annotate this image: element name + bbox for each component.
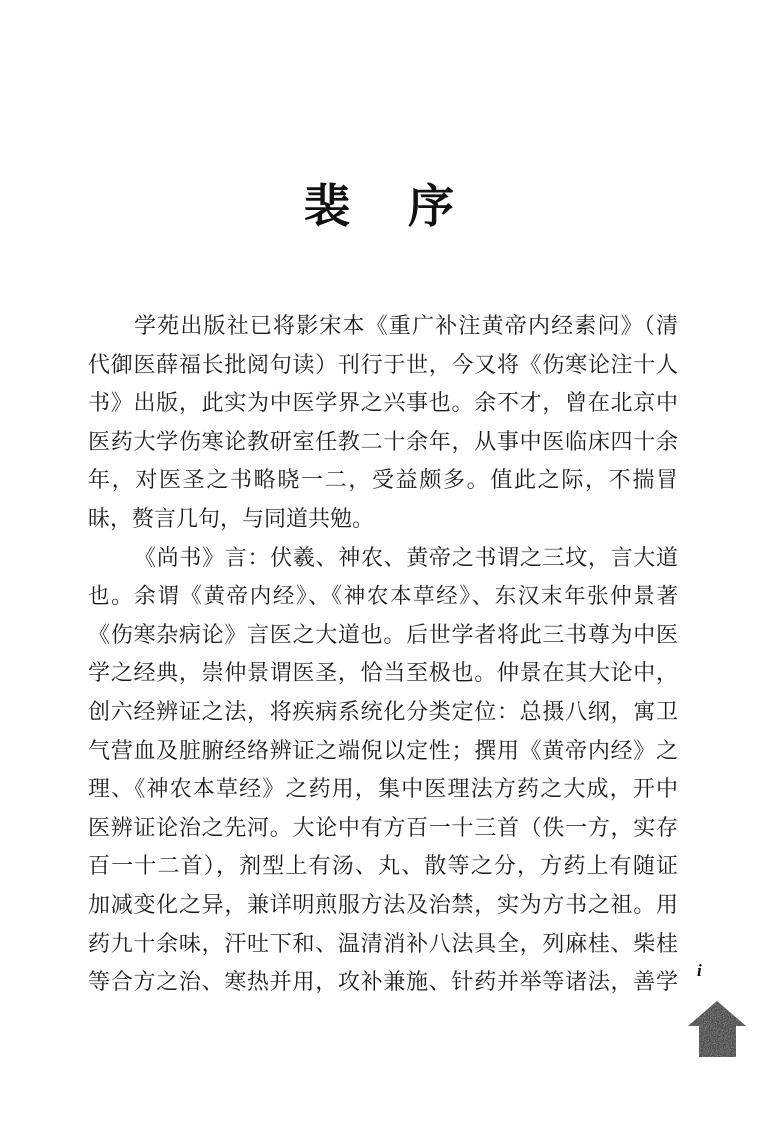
text-line: 等合方之治、寒热并用，攻补兼施、针药并举等诸法，善学	[88, 969, 678, 995]
text-line: 《尚书》言：伏羲、神农、黄帝之书谓之三坟，言大道	[134, 544, 678, 570]
text-line: 代御医薛福长批阅句读）刊行于世，今又将《伤寒论注十人	[88, 351, 678, 377]
text-line: 创六经辨证之法，将疾病系统化分类定位：总摄八纲，寓卫	[88, 698, 678, 724]
text-line: 气营血及脏腑经络辨证之端倪以定性；撰用《黄帝内经》之	[88, 737, 678, 763]
page-number: i	[697, 961, 702, 980]
text-line: 医药大学伤寒论教研室任教二十余年，从事中医临床四十余	[88, 428, 678, 454]
text-line: 学苑出版社已将影宋本《重广补注黄帝内经素问》（清	[134, 313, 678, 338]
text-line: 也。余谓《黄帝内经》、《神农本草经》、东汉末年张仲景著	[88, 584, 678, 609]
text-line: 百一十二首），剂型上有汤、丸、散等之分，方药上有随证	[88, 853, 678, 879]
page-title: 裴 序	[304, 181, 460, 232]
text-line: 年，对医圣之书略晓一二，受益颇多。值此之际，不揣冒	[88, 467, 678, 493]
home-up-arrow-icon	[687, 1000, 749, 1058]
text-line: 药九十余味，汗吐下和、温清消补八法具全，列麻桂、柴桂	[88, 930, 678, 956]
preface-body	[88, 307, 678, 1002]
text-line: 医辨证论治之先河。大论中有方百一十三首（佚一方，实存	[88, 814, 678, 840]
text-line: 理、《神农本草经》之药用，集中医理法方药之大成，开中	[88, 776, 678, 802]
text-line: 书》出版，此实为中医学界之兴事也。余不才，曾在北京中	[88, 390, 678, 416]
text-line: 学之经典，崇仲景谓医圣，恰当至极也。仲景在其大论中，	[88, 660, 678, 686]
text-line: 加减变化之异，兼详明煎服方法及治禁，实为方书之祖。用	[88, 891, 678, 917]
text-line: 昧，赘言几句，与同道共勉。	[88, 505, 375, 531]
text-line: 《伤寒杂病论》言医之大道也。后世学者将此三书尊为中医	[88, 621, 678, 647]
